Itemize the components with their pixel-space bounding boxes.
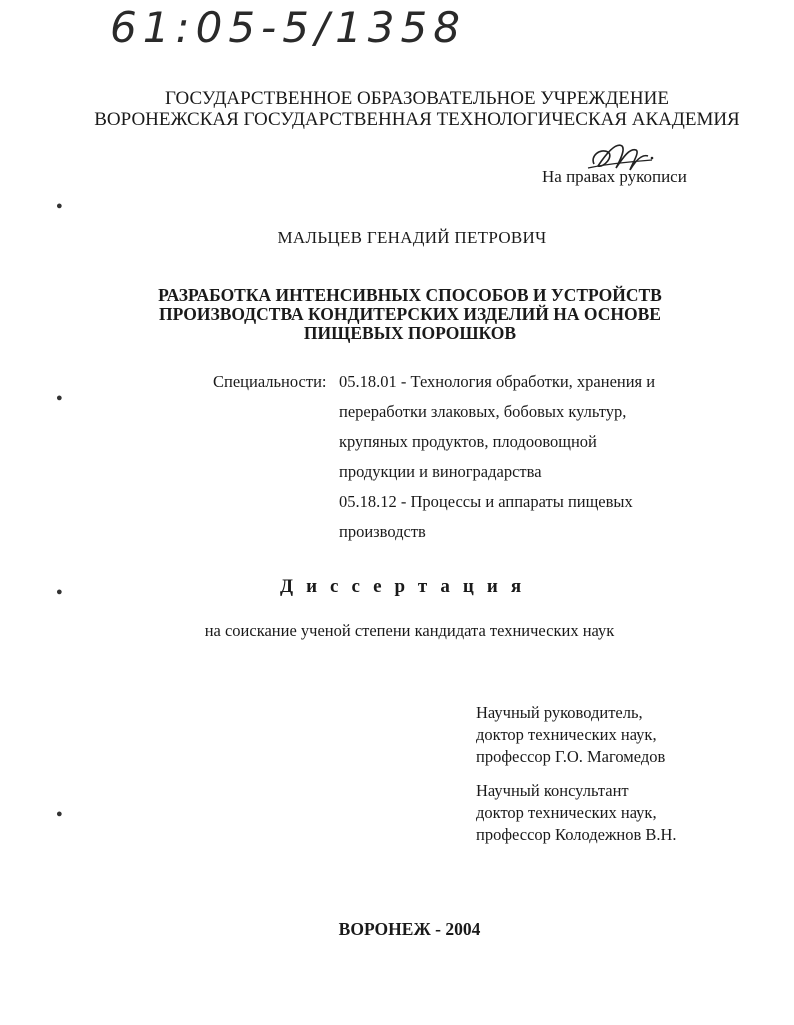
supervisor-title: доктор технических наук, (476, 725, 657, 744)
manuscript-note: На правах рукописи (542, 167, 687, 186)
specialty-line: крупяных продуктов, плодоовощной (339, 432, 597, 451)
binding-hole-mark: ● (56, 392, 63, 404)
archive-number-handwritten: 61:05-5/1358 (110, 3, 466, 52)
binding-hole-mark: ● (56, 200, 63, 212)
title-line-2: ПРОИЗВОДСТВА КОНДИТЕРСКИХ ИЗДЕЛИЙ НА ОСНОВЕ (159, 304, 661, 324)
specialties-list (339, 372, 655, 552)
consultant-title: доктор технических наук, (476, 803, 657, 822)
consultant-role: Научный консультант (476, 781, 629, 800)
specialty-line: 05.18.01 - Технология обработки, хранения и (339, 372, 656, 391)
author-name: МАЛЬЦЕВ ГЕНАДИЙ ПЕТРОВИЧ (277, 228, 547, 247)
specialty-line: переработки злаковых, бобовых культур, (339, 402, 627, 421)
dissertation-title (140, 286, 680, 343)
specialties-label: Специальности: (213, 372, 327, 391)
institution-header (0, 88, 794, 130)
consultant-block (476, 780, 677, 846)
document-type: Диссертация (280, 576, 535, 597)
institution-line-2: ВОРОНЕЖСКАЯ ГОСУДАРСТВЕННАЯ ТЕХНОЛОГИЧЕСКАЯ АКАДЕМИЯ (94, 109, 740, 130)
institution-line-1: ГОСУДАРСТВЕННОЕ ОБРАЗОВАТЕЛЬНОЕ УЧРЕЖДЕНИЕ (165, 88, 669, 109)
supervisor-role: Научный руководитель, (476, 703, 643, 722)
specialty-line: 05.18.12 - Процессы и аппараты пищевых (339, 492, 633, 511)
title-line-1: РАЗРАБОТКА ИНТЕНСИВНЫХ СПОСОБОВ И УСТРОЙСТВ (158, 285, 662, 305)
binding-hole-mark: ● (56, 808, 63, 820)
degree-line: на соискание ученой степени кандидата технических наук (204, 621, 615, 640)
binding-hole-mark: ● (56, 586, 63, 598)
specialty-line: продукции и виноградарства (339, 462, 542, 481)
supervisor-block (476, 702, 665, 768)
consultant-name: профессор Колодежнов В.Н. (476, 825, 677, 844)
city-year: ВОРОНЕЖ - 2004 (338, 919, 481, 939)
title-line-3: ПИЩЕВЫХ ПОРОШКОВ (303, 323, 517, 343)
supervisor-name: профессор Г.О. Магомедов (476, 747, 666, 766)
specialty-line: производств (339, 522, 426, 541)
